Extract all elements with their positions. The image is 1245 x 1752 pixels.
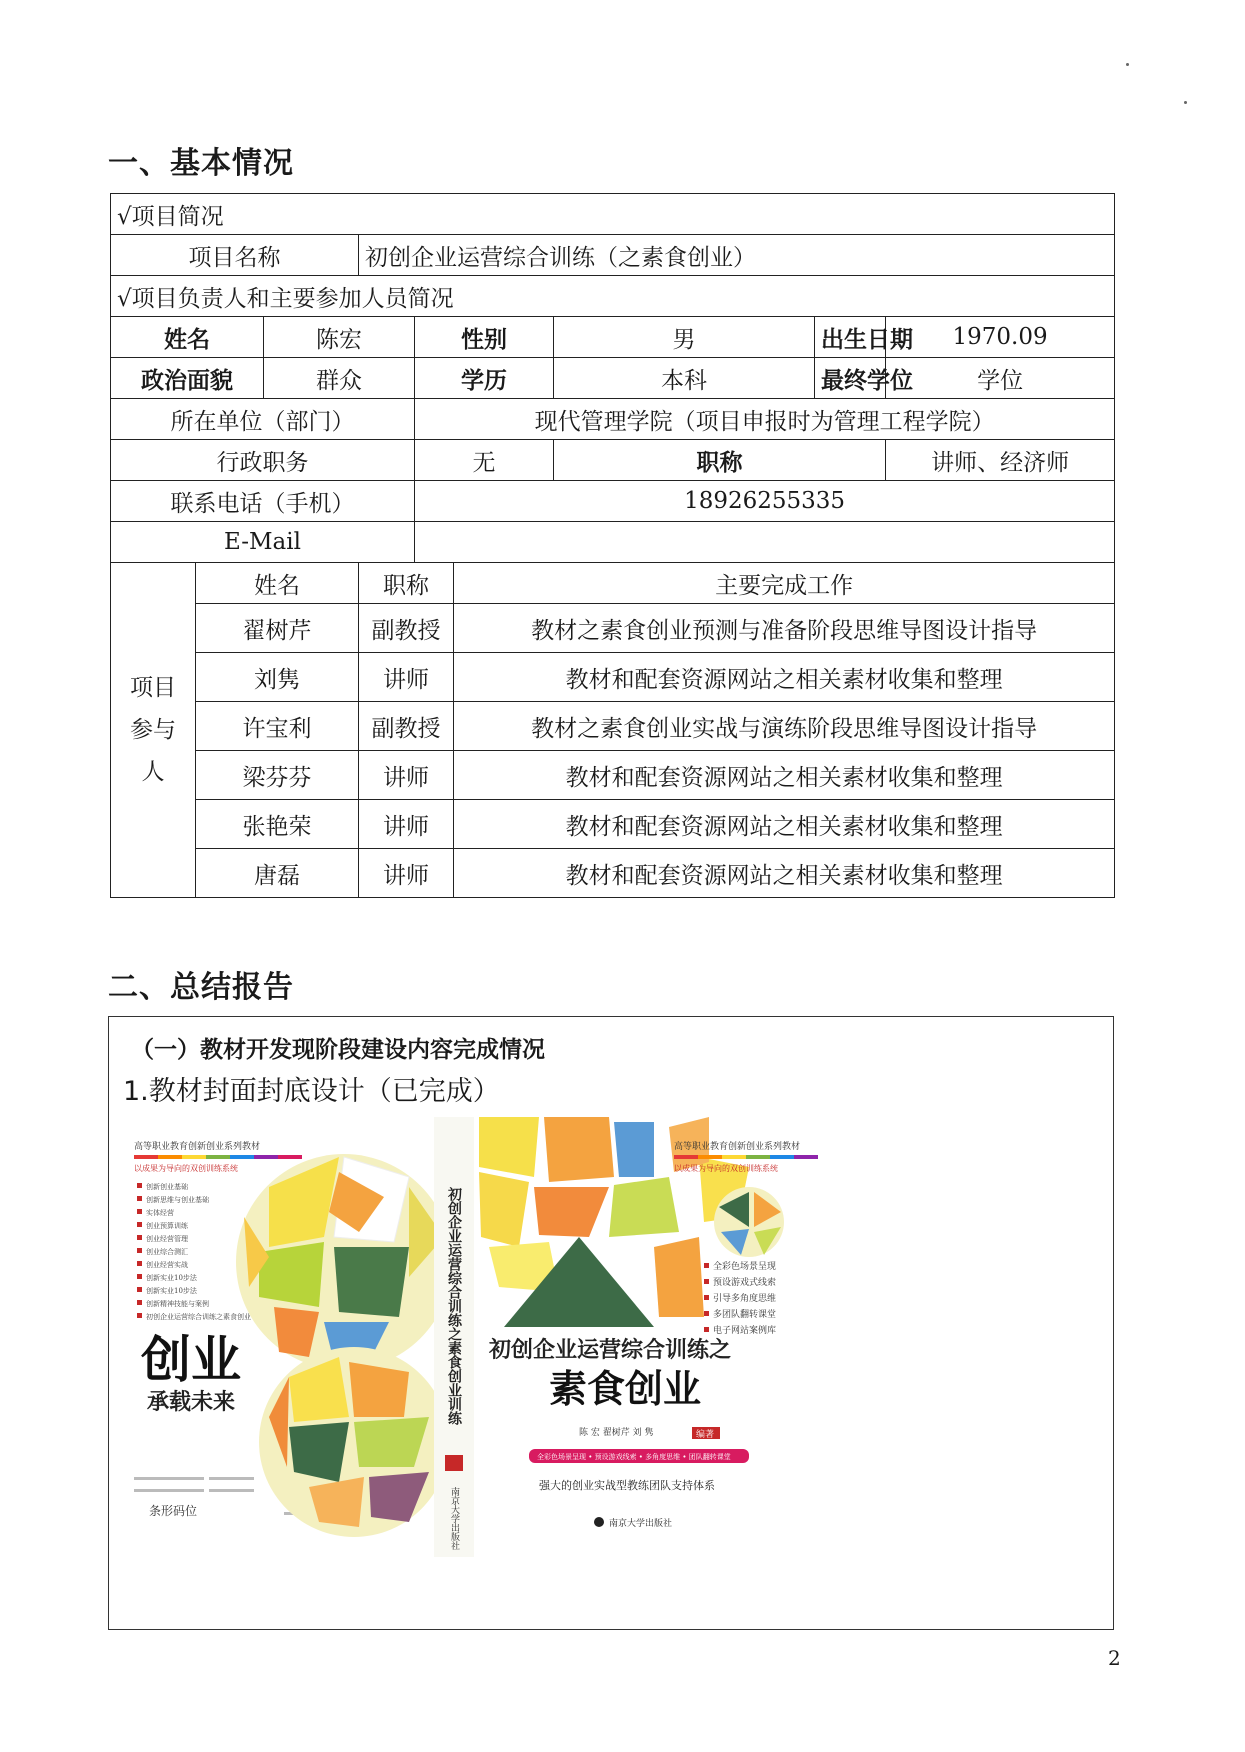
front-feature-item: 引导多角度思维	[713, 1294, 777, 1304]
front-cover	[479, 1117, 818, 1529]
back-list-item: 创新精神技能与案例	[146, 1300, 209, 1308]
feature-bullet	[704, 1327, 709, 1332]
color-strip	[278, 1155, 302, 1159]
color-strip	[746, 1155, 770, 1159]
back-info-line	[134, 1477, 204, 1480]
participant-work: 教材之素食创业实战与演练阶段思维导图设计指导	[454, 702, 1115, 751]
education-label: 学历	[415, 358, 554, 399]
phone-value: 18926255335	[415, 481, 1115, 522]
list-bullet	[137, 1261, 142, 1266]
unit-label: 所在单位（部门）	[111, 399, 415, 440]
participant-work: 教材和配套资源网站之相关素材收集和整理	[454, 849, 1115, 898]
color-strip	[230, 1155, 254, 1159]
project-intro-label: √项目简况	[111, 194, 1115, 235]
list-bullet	[137, 1209, 142, 1214]
participant-work: 教材和配套资源网站之相关素材收集和整理	[454, 751, 1115, 800]
color-strip	[722, 1155, 746, 1159]
scan-speck	[1184, 101, 1187, 104]
back-list-item: 实体经营	[146, 1209, 174, 1217]
front-feature-list	[704, 1260, 776, 1336]
back-slogan: 承载未来	[147, 1390, 236, 1415]
mosaic-tile	[544, 1117, 614, 1182]
back-info-line	[209, 1477, 254, 1480]
project-name-label: 项目名称	[111, 235, 359, 276]
front-authors: 陈 宏 翟树芹 刘 隽	[579, 1428, 654, 1438]
birth-value: 1970.09	[886, 317, 1115, 358]
participant-work: 教材和配套资源网站之相关素材收集和整理	[454, 800, 1115, 849]
back-list-item: 创业经营实战	[146, 1261, 188, 1269]
degree-label: 最终学位	[815, 358, 886, 399]
gender-label: 性别	[415, 317, 554, 358]
list-bullet	[137, 1274, 142, 1279]
back-series-title: 高等职业教育创新创业系列教材	[134, 1142, 261, 1152]
barcode-label: 条形码位	[149, 1504, 198, 1518]
participant-name: 翟树芹	[196, 604, 359, 653]
list-bullet	[137, 1196, 142, 1201]
scan-speck	[1126, 63, 1129, 66]
admin-label: 行政职务	[111, 440, 415, 481]
participant-title: 讲师	[359, 800, 454, 849]
spine-edit-badge	[445, 1455, 463, 1471]
degree-value: 学位	[886, 358, 1115, 399]
mosaic-tile	[614, 1122, 654, 1177]
participant-name: 许宝利	[196, 702, 359, 751]
back-list-item: 初创企业运营综合训练之素食创业	[146, 1313, 251, 1321]
section-heading-basic: 一、基本情况	[108, 146, 294, 181]
project-info-table	[110, 193, 1115, 898]
color-strip	[254, 1155, 278, 1159]
mosaic-tile	[479, 1172, 529, 1247]
email-label: E-Mail	[111, 522, 415, 563]
back-list-item: 创新实业10步法	[146, 1274, 197, 1282]
back-list-item: 创新实业10步法	[146, 1287, 197, 1295]
front-title-line1: 初创企业运营综合训练之	[489, 1338, 732, 1363]
color-strip	[674, 1155, 698, 1159]
report-item-title: 1.教材封面封底设计（已完成）	[123, 1076, 500, 1107]
list-bullet	[137, 1313, 142, 1318]
back-info-line	[134, 1489, 204, 1492]
back-info-line	[209, 1489, 254, 1492]
mosaic-tile	[609, 1177, 679, 1237]
book-cover-image	[109, 1117, 1113, 1617]
leader-name: 陈宏	[264, 317, 415, 358]
birth-label: 出生日期	[815, 317, 886, 358]
publisher-logo-icon	[594, 1517, 604, 1527]
admin-value: 无	[415, 440, 554, 481]
color-strip	[794, 1155, 818, 1159]
back-list-item: 创新创业基础	[146, 1183, 188, 1191]
mosaic-tile	[334, 1247, 409, 1317]
color-strip	[770, 1155, 794, 1159]
project-name-value: 初创企业运营综合训练（之素食创业）	[359, 235, 1115, 276]
participant-title: 讲师	[359, 751, 454, 800]
list-bullet	[137, 1287, 142, 1292]
back-list-item: 创业预算训练	[146, 1222, 188, 1230]
report-subheading: （一）教材开发现阶段建设内容完成情况	[131, 1037, 545, 1063]
participant-title: 副教授	[359, 702, 454, 751]
spine-title: 初创企业运营综合训练之素食创业训练	[446, 1187, 462, 1425]
book-spine	[434, 1117, 474, 1557]
unit-value: 现代管理学院（项目申报时为管理工程学院）	[415, 399, 1115, 440]
leader-name-label: 姓名	[111, 317, 264, 358]
color-strip	[158, 1155, 182, 1159]
front-series-title: 高等职业教育创新创业系列教材	[674, 1142, 801, 1152]
political-label: 政治面貌	[111, 358, 264, 399]
participant-work: 教材和配套资源网站之相关素材收集和整理	[454, 653, 1115, 702]
front-feature-item: 预设游戏式线索	[713, 1278, 777, 1288]
back-list-item: 创业综合测汇	[146, 1248, 188, 1256]
back-list-item: 创业经营管理	[146, 1235, 188, 1243]
front-feature-item: 电子网站案例库	[713, 1326, 777, 1336]
participant-title: 讲师	[359, 653, 454, 702]
feature-bullet	[704, 1279, 709, 1284]
front-series-subtitle: 以成果为导向的双创训练系统	[674, 1164, 778, 1173]
back-big-title: 创业	[141, 1331, 241, 1389]
feature-bullet	[704, 1311, 709, 1316]
participant-title-header: 职称	[359, 563, 454, 604]
feature-bullet	[704, 1295, 709, 1300]
section-heading-report: 二、总结报告	[108, 970, 294, 1005]
list-bullet	[137, 1300, 142, 1305]
list-bullet	[137, 1235, 142, 1240]
mosaic-tile	[259, 1242, 324, 1307]
title-value: 讲师、经济师	[886, 440, 1115, 481]
people-section-label: √项目负责人和主要参加人员简况	[111, 276, 1115, 317]
participant-name: 张艳荣	[196, 800, 359, 849]
participants-group-label: 项目 参与 人	[111, 563, 196, 898]
front-publisher: 南京大学出版社	[609, 1519, 673, 1529]
list-bullet	[137, 1183, 142, 1188]
color-strip	[134, 1155, 158, 1159]
email-value	[415, 522, 1115, 563]
mosaic-tile	[534, 1187, 609, 1237]
list-bullet	[137, 1222, 142, 1227]
spine-publisher: 南京大学出版社	[449, 1487, 459, 1550]
participant-name: 唐磊	[196, 849, 359, 898]
participant-name-header: 姓名	[196, 563, 359, 604]
back-list-item: 创新思维与创业基础	[146, 1196, 209, 1204]
color-strip	[698, 1155, 722, 1159]
color-strip	[206, 1155, 230, 1159]
mosaic-tile	[654, 1237, 704, 1317]
education-value: 本科	[554, 358, 815, 399]
front-feature-item: 多团队翻转课堂	[713, 1310, 777, 1320]
participant-work: 教材之素食创业预测与准备阶段思维导图设计指导	[454, 604, 1115, 653]
participant-title: 讲师	[359, 849, 454, 898]
participant-work-header: 主要完成工作	[454, 563, 1115, 604]
back-mosaic-circle	[236, 1154, 452, 1537]
front-title-line2: 素食创业	[549, 1367, 702, 1411]
back-series-subtitle: 以成果为导向的双创训练系统	[134, 1164, 238, 1173]
list-bullet	[137, 1248, 142, 1253]
front-banner: 全彩色场景呈现 • 预设游戏线索 • 多角度思维 • 团队翻转课堂	[537, 1453, 731, 1461]
back-book-list	[137, 1182, 251, 1321]
feature-bullet	[704, 1263, 709, 1268]
phone-label: 联系电话（手机）	[111, 481, 415, 522]
participant-name: 梁芬芬	[196, 751, 359, 800]
report-box	[108, 1016, 1114, 1630]
participant-name: 刘隽	[196, 653, 359, 702]
front-feature-item: 全彩色场景呈现	[713, 1262, 777, 1272]
title-label: 职称	[554, 440, 886, 481]
political-value: 群众	[264, 358, 415, 399]
participant-title: 副教授	[359, 604, 454, 653]
gender-value: 男	[554, 317, 815, 358]
front-edit-label: 编著	[696, 1430, 715, 1440]
mosaic-tile	[479, 1117, 539, 1177]
page-number: 2	[1108, 1646, 1121, 1670]
color-strip	[182, 1155, 206, 1159]
front-support-line: 强大的创业实战型教练团队支持体系	[539, 1479, 715, 1492]
